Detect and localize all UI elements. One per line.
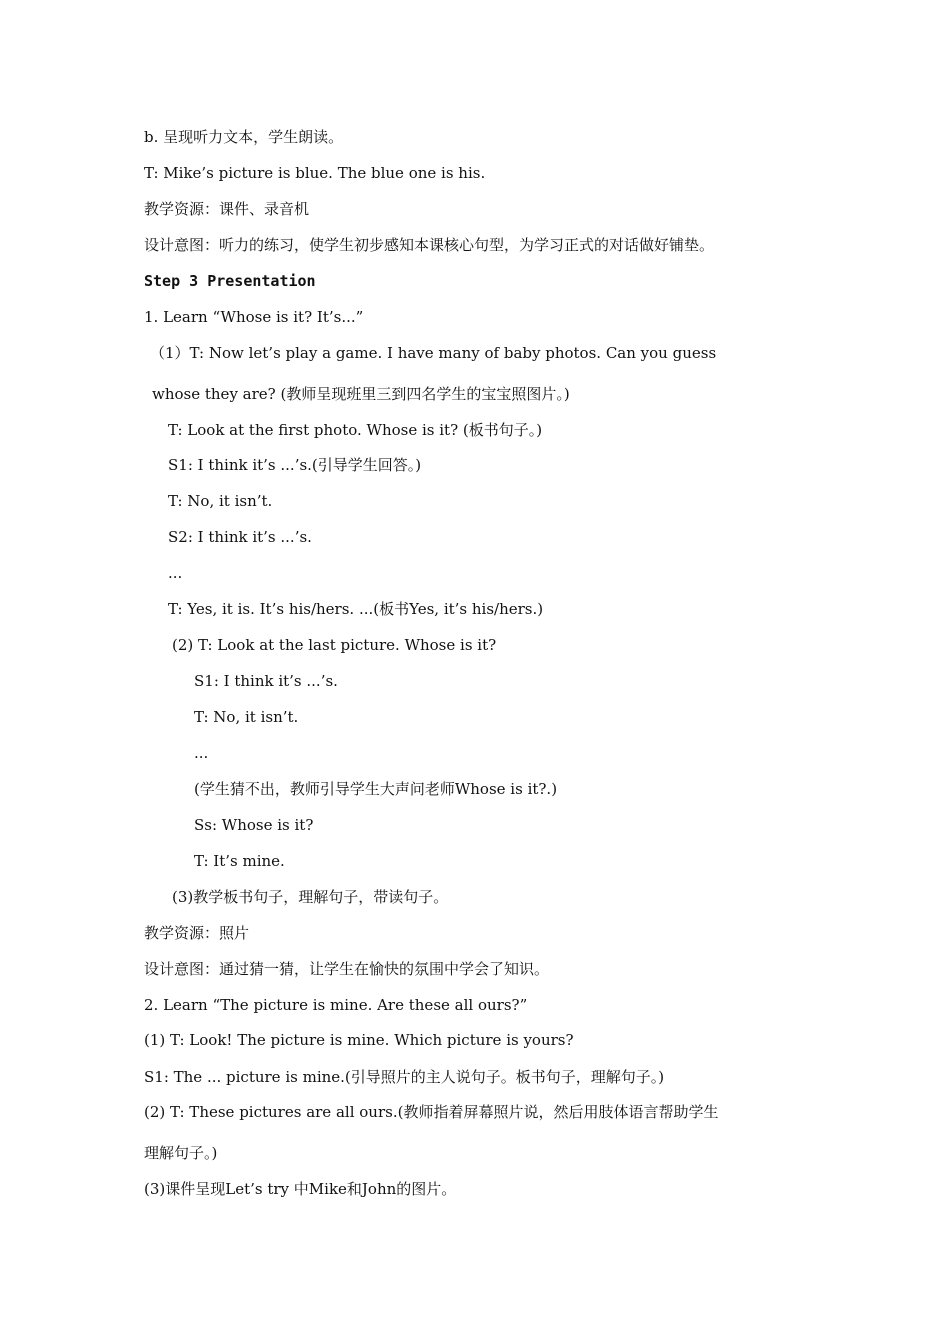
text-line-27: S1: The ... picture is mine.(引导照片的主人说句子。板书句子，理解句子。) — [144, 1068, 665, 1086]
text-line-12: S2: I think it’s ...’s. — [168, 528, 312, 546]
text-line-4: 设计意图：听力的练习，使学生初步感知本课核心句型，为学习正式的对话做好铺垫。 — [144, 236, 715, 254]
text-line-15: (2) T: Look at the last picture. Whose is it? — [172, 636, 497, 654]
text-line-30: (3)课件呈现Let’s try 中Mike和John的图片。 — [144, 1180, 457, 1198]
text-line-22: (3)教学板书句子，理解句子，带读句子。 — [172, 888, 449, 906]
text-line-29: 理解句子。) — [144, 1144, 218, 1162]
text-line-11: T: No, it isn’t. — [168, 492, 273, 510]
text-line-26: (1) T: Look! The picture is mine. Which picture is yours? — [144, 1031, 574, 1049]
text-line-2: T: Mike’s picture is blue. The blue one is his. — [144, 164, 486, 182]
text-line-19: (学生猜不出，教师引导学生大声问老师Whose is it?.) — [194, 780, 558, 798]
text-line-20: Ss: Whose is it? — [194, 816, 314, 834]
text-line-1: b. 呈现听力文本，学生朗读。 — [144, 128, 344, 146]
text-line-14: T: Yes, it is. It’s his/hers. ...(板书Yes, it’s his/hers.) — [168, 600, 544, 618]
text-line-8: whose they are? (教师呈现班里三到四名学生的宝宝照图片。) — [152, 385, 570, 403]
text-line-9: T: Look at the first photo. Whose is it? (板书句子。) — [168, 421, 543, 439]
section-heading: Step 3 Presentation — [144, 272, 316, 290]
text-line-28: (2) T: These pictures are all ours.(教师指着屏幕照片说，然后用肢体语言帮助学生 — [144, 1103, 719, 1121]
text-line-13: ... — [168, 564, 183, 582]
text-line-25: 2. Learn “The picture is mine. Are these all ours?” — [144, 996, 528, 1014]
text-line-21: T: It’s mine. — [194, 852, 285, 870]
text-line-23: 教学资源：照片 — [144, 924, 250, 942]
text-line-3: 教学资源：课件、录音机 — [144, 200, 310, 218]
text-line-18: ... — [194, 744, 209, 762]
text-line-6: 1. Learn “Whose is it? It’s...” — [144, 308, 364, 326]
text-line-16: S1: I think it’s ...’s. — [194, 672, 338, 690]
text-line-10: S1: I think it’s ...’s.(引导学生回答。) — [168, 456, 422, 474]
text-line-7: （1）T: Now let’s play a game. I have many of baby photos. Can you guess — [150, 344, 717, 362]
text-line-17: T: No, it isn’t. — [194, 708, 299, 726]
text-line-24: 设计意图：通过猜一猜，让学生在愉快的氛围中学会了知识。 — [144, 960, 550, 978]
